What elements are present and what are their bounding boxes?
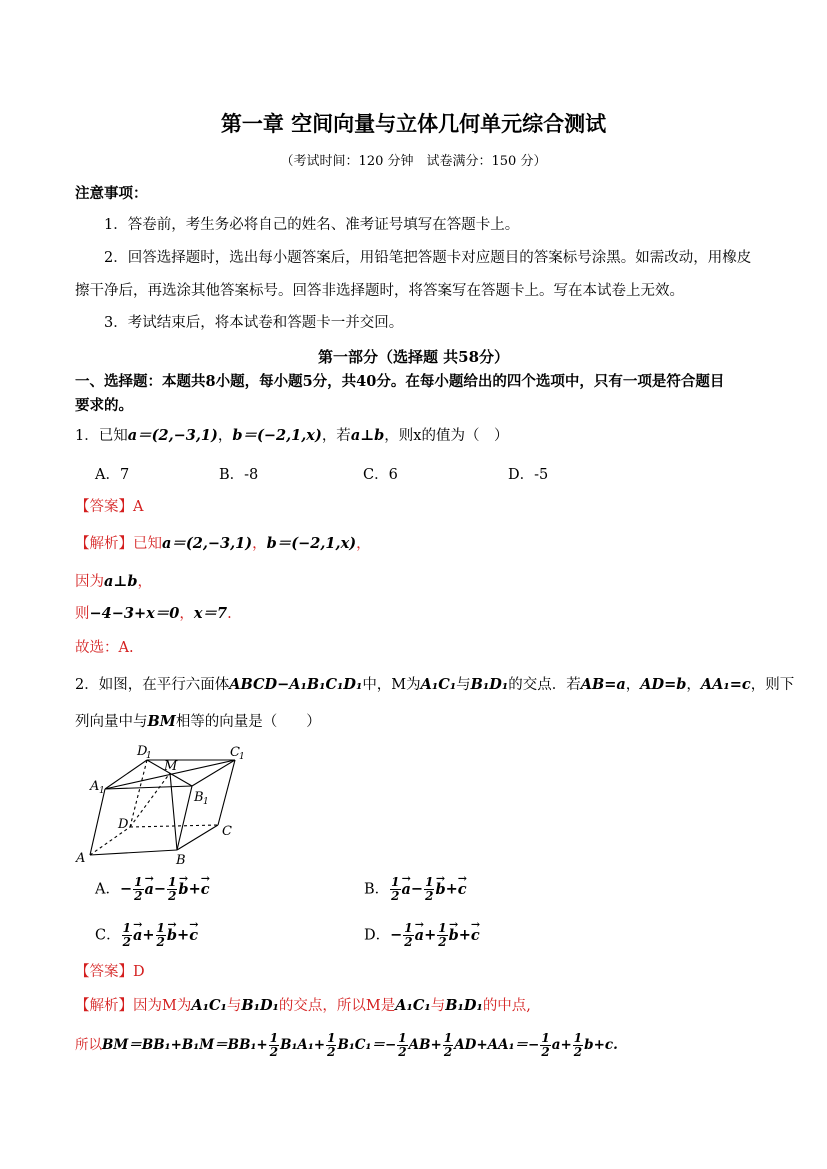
q2-line2-pre: 列向量中与 [75,714,148,730]
q2-diag-1: A₁C₁ [420,676,457,693]
notice-item-2-line-2: 擦干净后，再选涂其他答案标号。回答非选择题时，将答案写在答题卡上。写在本试卷上无效。 [75,283,684,299]
q1-because-label: 因为 [75,574,104,590]
q2-ad-eq: AD=b [640,676,687,693]
label-b1-sub: 1 [203,797,209,807]
q1-prefix: 1．已知 [75,428,128,444]
label-d: D [118,817,129,832]
q1-option-a: A．7 [95,467,130,483]
q1-then: 则−4−3+x＝0，x＝7. [75,605,232,622]
q2-line2-tail: 相等的向量是（ ） [175,714,321,730]
label-c1: C [230,745,240,760]
part-title: 第一部分（选择题 共58分） [317,348,510,366]
edge-cc1 [218,760,235,825]
notice-item-2-line-1: 2．回答选择题时，选出每小题答案后，用铅笔把答题卡对应题目的答案标号涂黑。如需改动，用橡皮 [104,250,752,266]
q2-line1-tail: 的交点．若 [508,677,581,693]
q1-option-d: D．-5 [508,467,549,483]
q1-because: 因为a⊥b， [75,573,152,590]
q1-then-label: 则 [75,606,90,622]
label-d1: D [137,744,148,759]
edge-b1c1 [192,760,235,786]
q1-analysis-given: 已知 [133,536,162,552]
label-d1-sub: 1 [146,751,152,761]
label-b1: B [194,790,204,805]
edge-bb1 [177,786,192,850]
q1-answer: 【答案】A [75,499,144,515]
exam-info: （考试时间：120 分钟 试卷满分：150 分） [280,154,547,169]
q2-option-c: C． $\frac{1}{2}$ → a+ $\frac{1}{2}$ → b+→ c [95,922,198,949]
q2-option-a: A．− $\frac{1}{2}$ → a− $\frac{1}{2}$ → b+→ c [95,876,210,903]
q2-option-d: D．− $\frac{1}{2}$ → a+ $\frac{1}{2}$ → b+→ c [364,922,480,949]
segment-dm [130,773,170,827]
q1-condition: a⊥b [350,427,385,444]
segment-bm [170,773,177,850]
page-title: 第一章 空间向量与立体几何单元综合测试 [220,111,607,136]
edge-dc [130,825,218,827]
q2-diag-2: B₁D₁ [470,676,509,693]
q1-then-expr: −4−3+x＝0 [89,605,180,622]
q1-vector-a: a＝(2,−3,1) [127,427,218,444]
q2-line1-mid: 中，M为 [362,677,421,693]
q1-sep: ， [217,428,233,444]
q2-line1-pre: 2．如图，在平行六面体 [75,677,230,693]
q2-analysis-derivation: 所以BM＝BB₁+B₁M＝BB₁+ $\frac{1}{2}$ B₁A₁+ $\frac{1}{2}$ B₁C₁＝− $\frac{1}{2}$ AB+ $\frac{1}{2}$ AD+AA₁＝− $\frac{1}{2}$ a+ $\frac{1}{2}$ b+c. [75,1031,618,1059]
notice-item-1: 1．答卷前，考生务必将自己的姓名、准考证号填写在答题卡上。 [104,217,520,233]
label-a: A [76,851,86,866]
edge-aa1 [90,789,105,855]
q1-then-x: x＝7 [193,605,228,622]
q2-answer: 【答案】D [75,964,145,980]
q1-tail: ，则x的值为（ ） [384,428,509,444]
edge-ab [90,850,177,855]
q2-line1-end: ，则下 [750,677,795,693]
section-intro-line-2: 要求的。 [75,397,133,414]
q1-choose: 故选：A. [75,640,134,656]
q2-analysis-line-1: 【解析】因为M为A₁C₁与B₁D₁的交点，所以M是A₁C₁与B₁D₁的中点, [75,997,531,1014]
label-c1-sub: 1 [239,752,245,762]
question-1-stem [75,426,508,446]
q1-analysis-label: 【解析】 [75,536,133,552]
q2-solid: ABCD−A₁B₁C₁D₁ [229,676,363,693]
q1-because-expr: a⊥b [104,573,138,590]
label-b: B [176,853,186,868]
q2-ab-eq: AB=a [580,676,626,693]
q1-vector-b: b＝(−2,1,x) [232,427,322,444]
q2-bm: BM [147,713,176,730]
label-a1: A [90,779,100,794]
q2-option-b: B． $\frac{1}{2}$ → a− $\frac{1}{2}$ → b+→ c [364,876,467,903]
q1-cond-pre: ，若 [321,428,351,444]
q1-analysis-a: a＝(2,−3,1) [162,535,253,552]
label-c: C [222,824,232,839]
parallelepiped-figure [70,740,250,870]
q1-option-c: C．6 [363,467,398,483]
label-a1-sub: 1 [99,786,105,796]
q2-with: 与 [456,677,471,693]
question-2-stem-line-2 [75,712,321,732]
q1-analysis-b: b＝(−2,1,x) [266,535,357,552]
notice-heading: 注意事项： [75,185,148,202]
label-m: M [164,759,178,774]
edge-bc [177,825,218,850]
section-intro-line-1: 一、选择题：本题共8小题，每小题5分，共40分。在每小题给出的四个选项中，只有一项是符合题目 [75,373,725,390]
q1-option-b: B．-8 [219,467,259,483]
question-2-stem-line-1: 2．如图，在平行六面体ABCD−A₁B₁C₁D₁中，M为A₁C₁与B₁D₁的交点．若AB=a，AD=b，AA₁=c，则下 [75,676,795,693]
q2-aa1-eq: AA₁=c [700,676,751,693]
notice-item-3: 3．考试结束后，将本试卷和答题卡一并交回。 [104,315,404,331]
q1-analysis: 【解析】已知a＝(2,−3,1)，b＝(−2,1,x)， [75,535,371,552]
